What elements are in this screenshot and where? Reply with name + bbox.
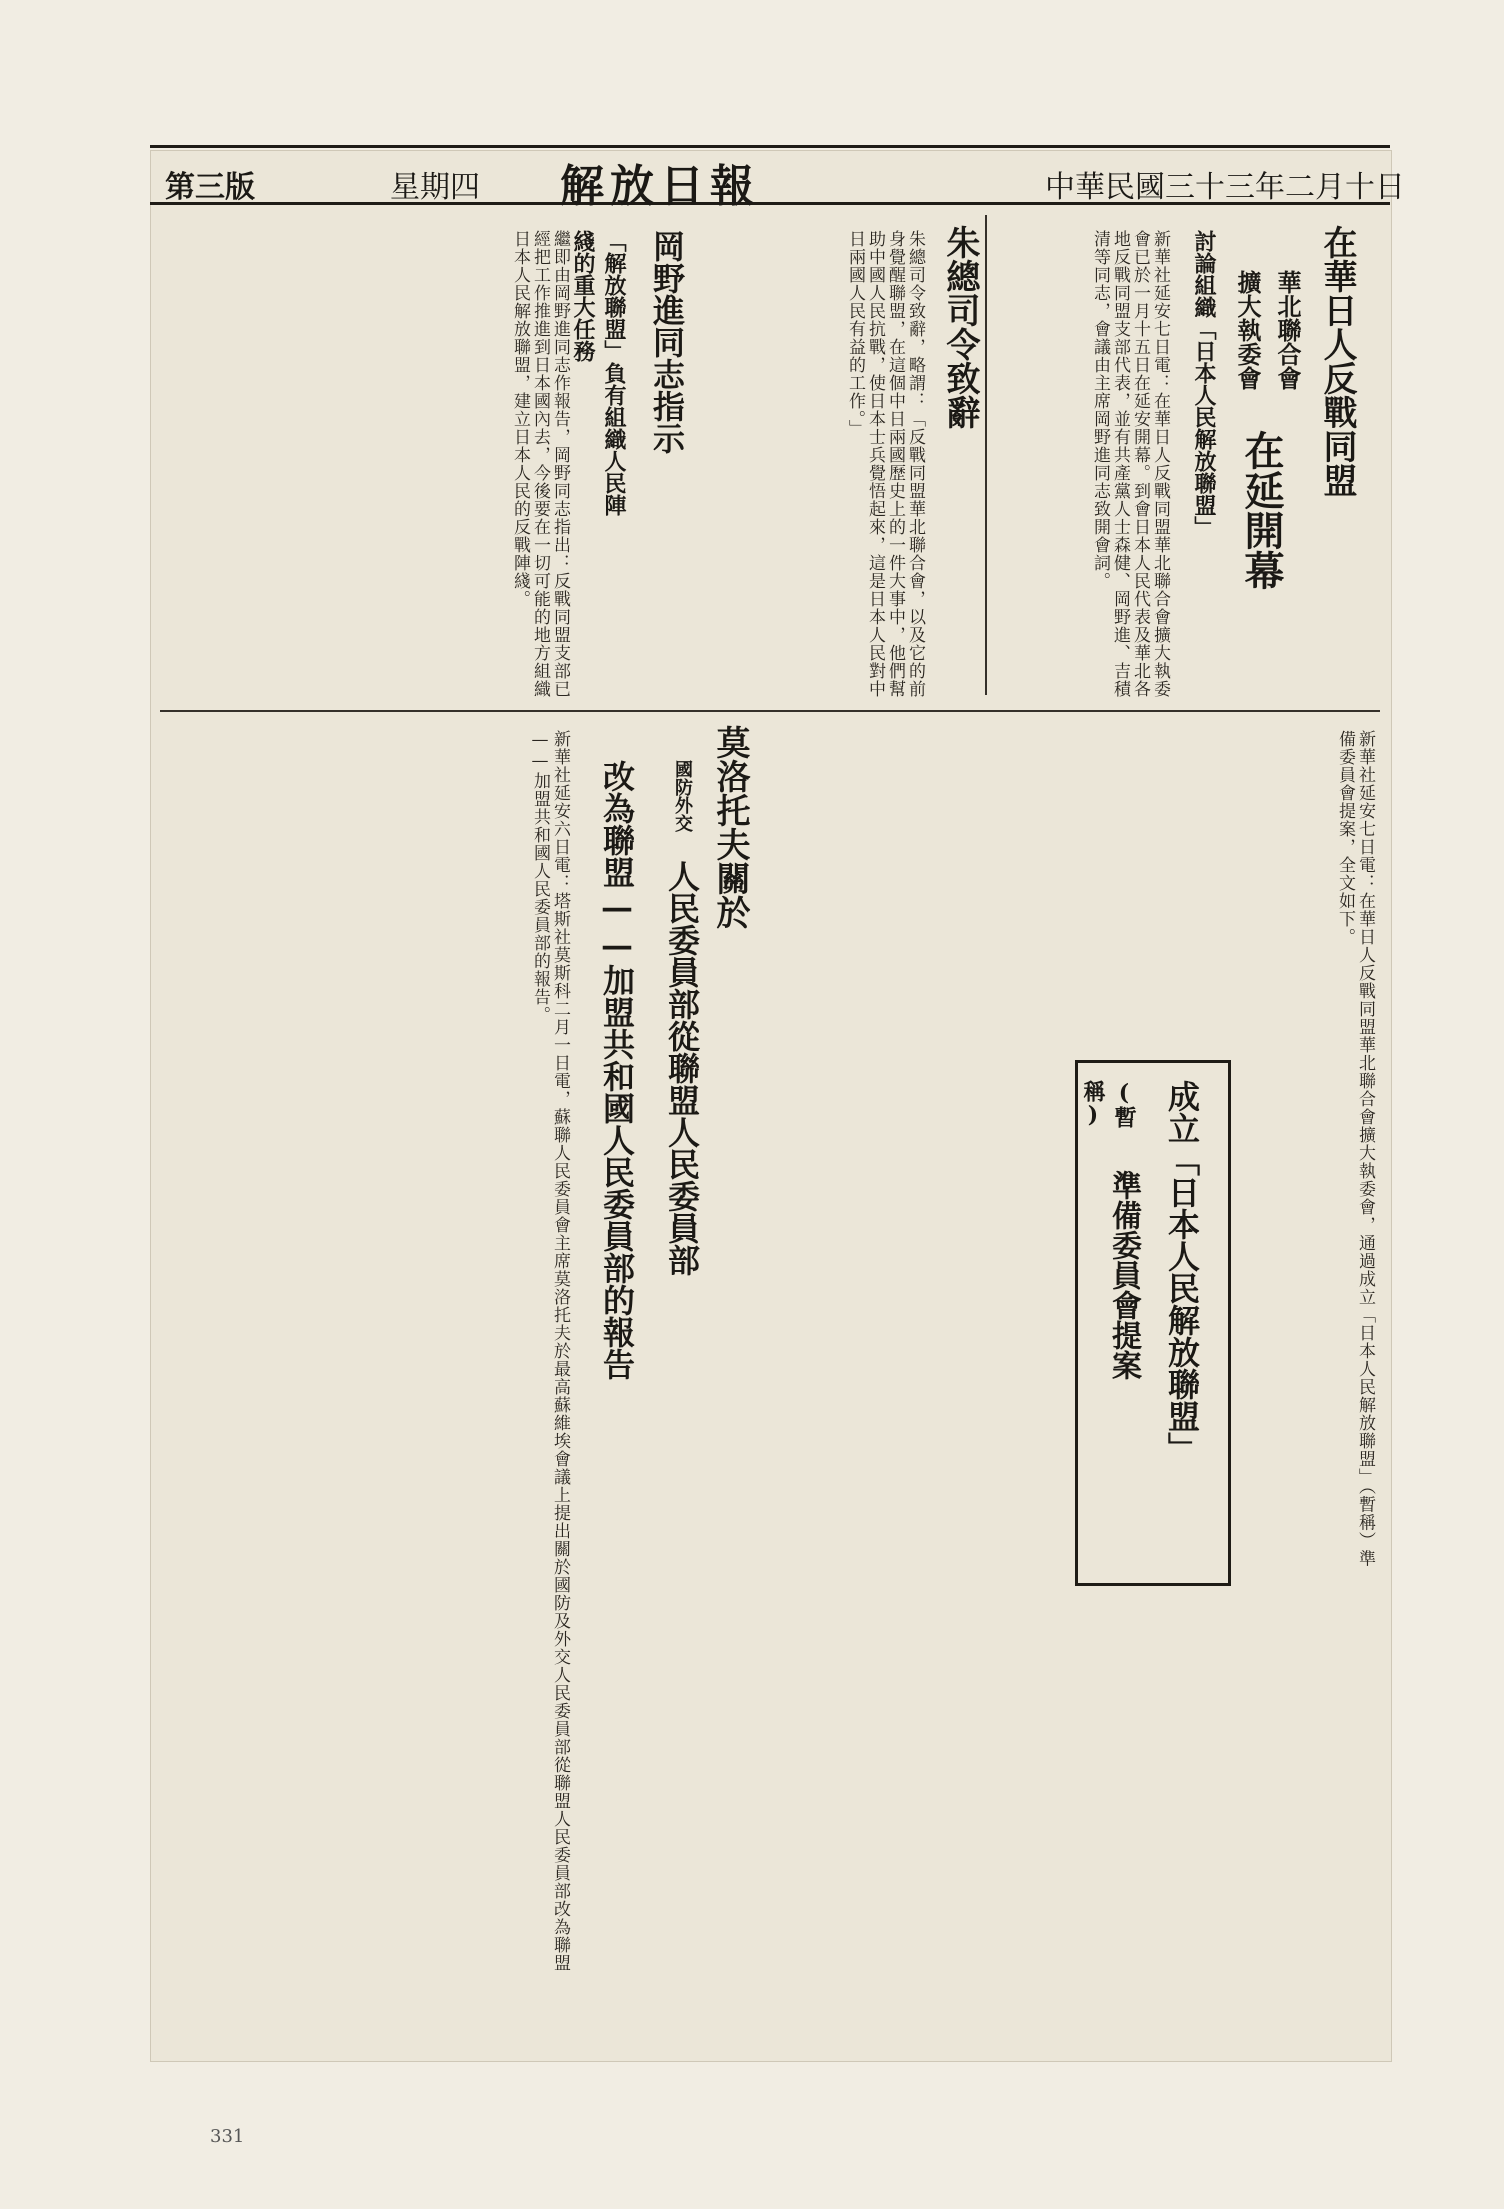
section-rule xyxy=(160,710,1380,712)
article1-headline: 在華日人反戰同盟 xyxy=(1317,225,1357,497)
article1-sub3: 討論組織「日本人民解放聯盟」 xyxy=(1191,230,1217,538)
article3-headline: 岡野進同志指示 xyxy=(648,230,686,454)
article2-headline: 朱總司令致辭 xyxy=(940,225,980,429)
masthead-top-rule xyxy=(150,145,1390,148)
article1-headline2: 在延開幕 xyxy=(1238,430,1285,590)
masthead-date: 中華民國三十三年二月十日 xyxy=(1045,170,1405,205)
article5-body: 新華社延安六日電：塔斯社莫斯科二月一日電，蘇聯人民委員會主席莫洛托夫於最高蘇維埃會議上提出關於國防及外交人民委員部從聯盟人民委員部改為聯盟——加盟共和國人民委員部的報告。 xyxy=(530,730,570,1972)
column-rule xyxy=(985,215,987,695)
article4-body: 新華社延安七日電：在華日人反戰同盟華北聯合會擴大執委會，通過成立「日本人民解放聯盟」（暫稱）準備委員會提案，全文如下。 xyxy=(1335,730,1375,1568)
masthead-page-label: 第三版 xyxy=(165,170,255,205)
masthead-title: 解放日報 xyxy=(560,161,760,212)
masthead-weekday: 星期四 xyxy=(390,170,480,205)
article5-section: 國防外交 xyxy=(672,760,693,832)
article4-headline: 成立「日本人民解放聯盟」 xyxy=(1163,1080,1201,1464)
article4-headline2: 準備委員會提案 xyxy=(1106,1170,1141,1380)
article5-headline: 莫洛托夫關於 xyxy=(710,725,750,929)
article3-sub: 「解放聯盟」負有組織人民陣綫的重大任務 xyxy=(570,230,627,516)
article5-headline3: 改為聯盟——加盟共和國人民委員部的報告 xyxy=(598,760,636,1380)
article2-body: 朱總司令致辭，略謂：「反戰同盟華北聯合會，以及它的前身覺醒聯盟，在這個中日兩國歷史上的一件大事中，他們幫助中國人民抗戰，使日本士兵覺悟起來，這是日本人民對中日兩國人民有益的工作。」 xyxy=(845,230,925,698)
page-number: 331 xyxy=(210,2126,245,2147)
article3-body: 繼即由岡野進同志作報告，岡野同志指出：反戰同盟支部已經把工作推進到日本國內去，今後要在一切可能的地方組織日本人民解放聯盟，建立日本人民的反戰陣綫。 xyxy=(510,230,570,698)
article4-tag: (暫稱) xyxy=(1080,1080,1137,1128)
article1-body: 新華社延安七日電：在華日人反戰同盟華北聯合會擴大執委會已於一月十五日在延安開幕。到會日本人民代表及華北各地反戰同盟支部代表，並有共產黨人士森健、岡野進、吉積清等同志，會議由主席岡野進同志致開會詞。 xyxy=(1090,230,1170,698)
article1-sub1: 華北聯合會 xyxy=(1273,270,1302,390)
article5-headline2: 人民委員部從聯盟人民委員部 xyxy=(663,860,701,1276)
article1-sub2: 擴大執委會 xyxy=(1233,270,1262,390)
